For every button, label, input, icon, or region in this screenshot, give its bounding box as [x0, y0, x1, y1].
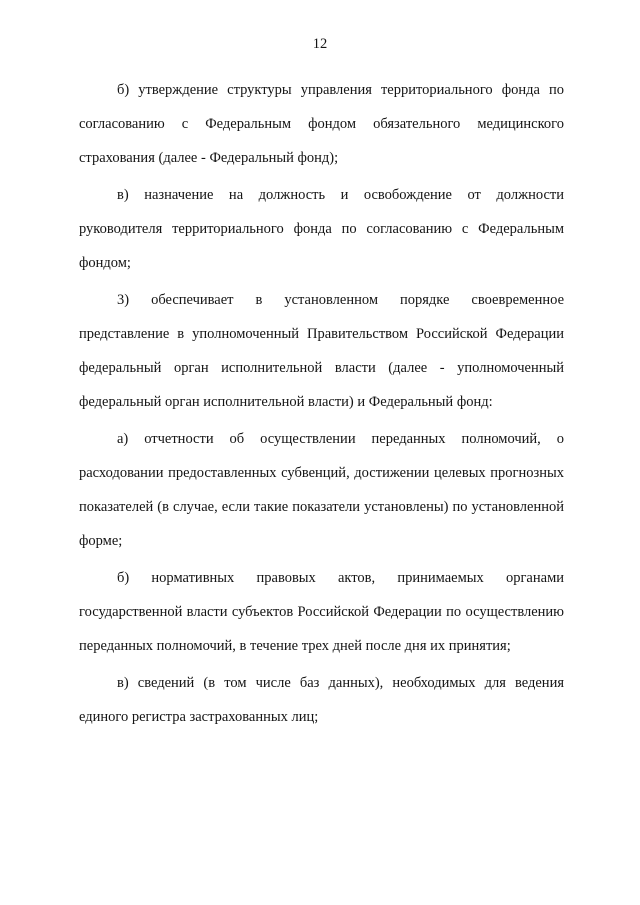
paragraph-3-provides: 3) обеспечивает в установленном порядке своевременное представление в уполномоченный Правительством Российской Федерации федеральный орган исполнительной власти (далее - уполномоченный федеральный орган исполнительной власти) и Федеральный фонд: [79, 292, 564, 410]
paragraph-b-structure: б) утверждение структуры управления территориального фонда по согласованию с Федеральным фондом обязательного медицинского страхования (далее - Федеральный фонд); [79, 82, 564, 166]
paragraph-v-information: в) сведений (в том числе баз данных), необходимых для ведения единого регистра застрахованных лиц; [79, 675, 564, 725]
paragraph-b-normative-acts: б) нормативных правовых актов, принимаемых органами государственной власти субъектов Российской Федерации по осуществлению переданных полномочий, в течение трех дней после дня их принятия; [79, 570, 564, 654]
paragraph-v-appointment: в) назначение на должность и освобождение от должности руководителя территориального фонда по согласованию с Федеральным фондом; [79, 187, 564, 271]
page-number: 12 [312, 36, 328, 52]
paragraph-a-reporting: а) отчетности об осуществлении переданных полномочий, о расходовании предоставленных субвенций, достижении целевых прогнозных показателей (в случае, если такие показатели установлены) по установленной форме; [79, 431, 564, 549]
document-body [79, 73, 564, 734]
